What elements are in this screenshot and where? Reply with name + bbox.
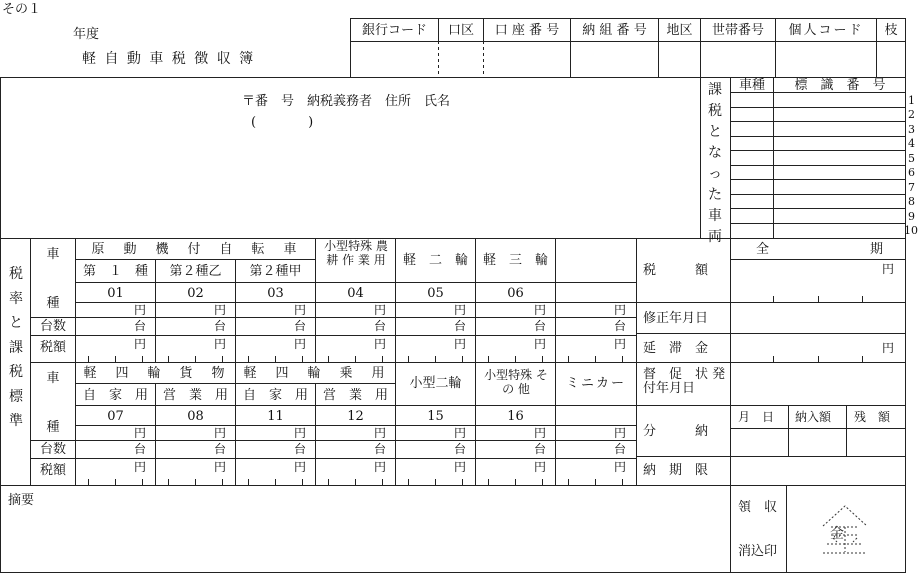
unit-yen: 円 <box>133 303 146 317</box>
unit-yen: 円 <box>882 262 895 276</box>
paid-amount-header: 納入額 <box>795 410 832 424</box>
address-header: 〒番 号 納税義務者 住所 氏名 <box>242 94 451 109</box>
unit-yen: 円 <box>373 426 386 440</box>
kuku-label: 口区 <box>447 23 474 38</box>
count-label-top: 台数 <box>39 319 66 334</box>
minicar-header: ミニカー <box>565 376 626 391</box>
car-label-bottom: 車 <box>46 371 60 386</box>
light-2wheel-header: 軽 二 輪 <box>402 253 468 268</box>
unit-dai: 台 <box>133 319 146 333</box>
receipt-seal-char: 金 <box>830 526 844 542</box>
plate-number-header: 標 識 番 号 <box>794 78 886 93</box>
receipt-label: 領 収 <box>738 500 778 515</box>
unit-yen: 円 <box>133 460 146 474</box>
moped-class2b: 第２種乙 <box>169 264 222 279</box>
moped-class1: 第 １ 種 <box>82 264 148 279</box>
unit-dai: 台 <box>213 442 226 456</box>
light-4wheel-passenger-header: 軽 四 輪 乗 用 <box>243 366 388 381</box>
unit-dai: 台 <box>133 442 146 456</box>
unit-yen: 円 <box>213 337 226 351</box>
tax-label-top: 税額 <box>39 340 66 355</box>
unit-dai: 台 <box>533 442 546 456</box>
unit-yen: 円 <box>613 460 626 474</box>
unit-yen: 円 <box>373 460 386 474</box>
unit-dai: 台 <box>533 319 546 333</box>
unit-yen: 円 <box>293 337 306 351</box>
balance-header: 残 額 <box>854 410 891 424</box>
household-number-label: 世帯番号 <box>711 23 764 38</box>
vehicle-row-num: 5 <box>908 152 915 165</box>
kind-label-bottom: 種 <box>46 420 60 435</box>
late-fee-label: 延 滞 金 <box>643 341 709 356</box>
code-16: 16 <box>507 409 524 424</box>
address-paren: ( ) <box>251 115 314 130</box>
bank-code-label: 銀行コード <box>361 23 427 38</box>
code-04: 04 <box>347 286 364 301</box>
passenger-private: 自 家 用 <box>242 388 308 403</box>
due-date-label: 納 期 限 <box>643 463 709 478</box>
unit-yen: 円 <box>613 303 626 317</box>
unit-yen: 円 <box>533 337 546 351</box>
unit-dai: 台 <box>453 319 466 333</box>
month-day-header: 月 日 <box>738 410 775 424</box>
unit-yen: 円 <box>293 303 306 317</box>
unit-yen: 円 <box>533 426 546 440</box>
moped-class2a: 第２種甲 <box>249 264 302 279</box>
code-15: 15 <box>427 409 444 424</box>
unit-dai: 台 <box>453 442 466 456</box>
vehicle-row-num: 1 <box>908 94 915 107</box>
installment-label: 分 納 <box>643 424 709 439</box>
vehicle-row-num: 10 <box>904 224 918 237</box>
light-3wheel-header: 軽 三 輪 <box>482 253 548 268</box>
count-label-bottom: 台数 <box>39 442 66 457</box>
moped-header: 原 動 機 付 自 転 車 <box>91 242 300 257</box>
vehicle-row-num: 2 <box>908 108 915 121</box>
unit-yen: 円 <box>613 426 626 440</box>
unit-yen: 円 <box>213 426 226 440</box>
term-label: 期 <box>870 242 884 257</box>
vehicle-row-num: 6 <box>908 166 915 179</box>
vehicle-row-num: 8 <box>908 195 915 208</box>
sheet-number: その１ <box>2 2 42 17</box>
small-2wheel-header: 小型二輪 <box>409 376 462 391</box>
cargo-commercial: 営 業 用 <box>162 388 228 403</box>
code-03: 03 <box>267 286 284 301</box>
code-05: 05 <box>427 286 444 301</box>
unit-yen: 円 <box>133 337 146 351</box>
unit-yen: 円 <box>882 341 895 355</box>
cargo-private: 自 家 用 <box>82 388 148 403</box>
unit-yen: 円 <box>133 426 146 440</box>
unit-yen: 円 <box>213 303 226 317</box>
unit-dai: 台 <box>293 442 306 456</box>
kind-label-top: 種 <box>46 296 60 311</box>
revision-date-label: 修正年月日 <box>643 311 709 326</box>
unit-dai: 台 <box>373 319 386 333</box>
rate-side-label: 税率と課税標準 <box>9 266 23 429</box>
unit-dai: 台 <box>293 319 306 333</box>
unit-yen: 円 <box>373 303 386 317</box>
vehicle-row-num: 3 <box>908 123 915 136</box>
code-01: 01 <box>107 286 124 301</box>
district-label: 地区 <box>666 23 693 38</box>
car-label-top: 車 <box>46 247 60 262</box>
small-special-other-header: 小型特殊 そ の 他 <box>484 368 548 396</box>
unit-yen: 円 <box>613 337 626 351</box>
reminder-date-label: 督 促 状 発付年月日 <box>643 367 726 396</box>
passenger-commercial: 営 業 用 <box>322 388 388 403</box>
small-special-agri-header: 小型特殊 農 耕 作 業 用 <box>324 239 412 267</box>
unit-yen: 円 <box>453 426 466 440</box>
tax-label-bottom: 税額 <box>39 463 66 478</box>
unit-yen: 円 <box>293 426 306 440</box>
unit-dai: 台 <box>613 319 626 333</box>
clearing-stamp-label: 消込印 <box>738 544 778 559</box>
code-11: 11 <box>267 409 284 424</box>
unit-yen: 円 <box>453 303 466 317</box>
unit-yen: 円 <box>293 460 306 474</box>
tax-amount-label: 税 額 <box>643 263 709 278</box>
unit-yen: 円 <box>533 460 546 474</box>
code-07: 07 <box>107 409 124 424</box>
vehicle-type-header: 車種 <box>738 78 765 93</box>
unit-yen: 円 <box>453 337 466 351</box>
form-title: 軽 自 動 車 税 徴 収 簿 <box>82 51 256 67</box>
unit-dai: 台 <box>213 319 226 333</box>
vehicle-row-num: 9 <box>908 210 915 223</box>
unit-yen: 円 <box>373 337 386 351</box>
payment-group-label: 納 組 番 号 <box>582 23 647 38</box>
code-02: 02 <box>187 286 204 301</box>
account-number-label: 口 座 番 号 <box>494 23 560 38</box>
personal-code-label: 個人コード <box>788 23 864 38</box>
unit-yen: 円 <box>453 460 466 474</box>
code-12: 12 <box>347 409 364 424</box>
code-08: 08 <box>187 409 204 424</box>
unit-dai: 台 <box>613 442 626 456</box>
receipt-seal-drawing <box>815 500 875 560</box>
all-term-label: 全 <box>756 242 770 257</box>
code-06: 06 <box>507 286 524 301</box>
taxed-vehicles-label: 課税となった車両 <box>708 82 722 245</box>
unit-dai: 台 <box>373 442 386 456</box>
light-4wheel-cargo-header: 軽 四 輪 貨 物 <box>83 366 228 381</box>
remarks-label: 摘要 <box>8 493 35 508</box>
vehicle-row-num: 7 <box>908 181 915 194</box>
unit-yen: 円 <box>213 460 226 474</box>
fiscal-year-label: 年度 <box>73 27 100 42</box>
unit-yen: 円 <box>533 303 546 317</box>
vehicle-row-num: 4 <box>908 137 915 150</box>
branch-label: 枝 <box>884 23 898 38</box>
